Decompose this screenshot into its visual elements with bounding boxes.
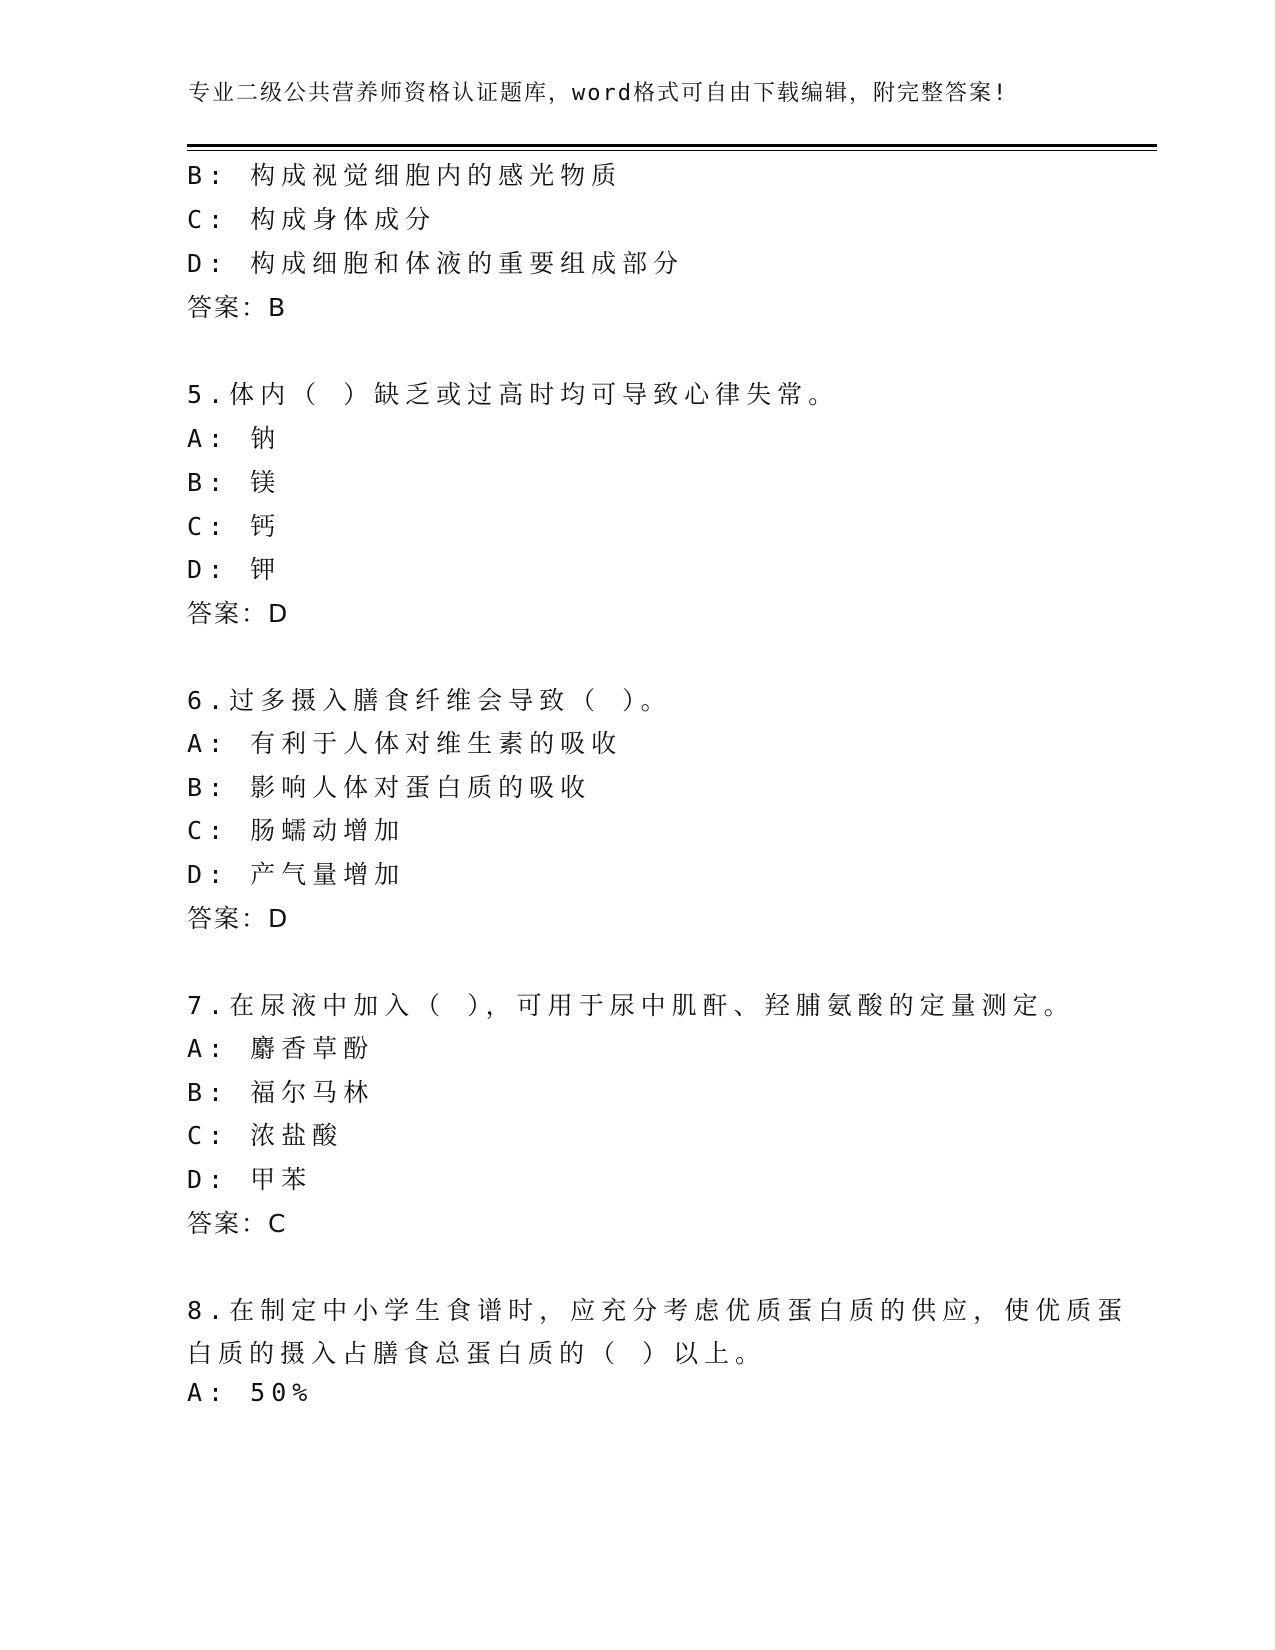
answer-4: 答案：B — [187, 293, 288, 322]
question-6: 6.过多摄入膳食纤维会导致（ ）。 — [187, 686, 672, 715]
header-rule-thick — [187, 144, 1157, 147]
option-5d: D: 钾 — [187, 555, 282, 584]
option-7b: B: 福尔马林 — [187, 1078, 375, 1107]
header-rule-thin — [187, 150, 1157, 151]
option-4c: C: 构成身体成分 — [187, 205, 437, 234]
question-5: 5.体内（ ）缺乏或过高时均可导致心律失常。 — [187, 380, 840, 409]
option-5c: C: 钙 — [187, 512, 282, 541]
answer-5: 答案：D — [187, 599, 290, 628]
option-6d: D: 产气量增加 — [187, 860, 406, 889]
page-header: 专业二级公共营养师资格认证题库，word格式可自由下载编辑，附完整答案! — [188, 81, 1009, 106]
option-7a: A: 麝香草酚 — [187, 1034, 375, 1063]
question-7: 7.在尿液中加入（ ），可用于尿中肌酐、羟脯氨酸的定量测定。 — [187, 991, 1075, 1020]
option-6b: B: 影响人体对蛋白质的吸收 — [187, 773, 592, 802]
question-8-line-1: 8.在制定中小学生食谱时，应充分考虑优质蛋白质的供应，使优质蛋 — [187, 1296, 1129, 1325]
answer-6: 答案：D — [187, 904, 290, 933]
option-6c: C: 肠蠕动增加 — [187, 816, 406, 845]
option-4d: D: 构成细胞和体液的重要组成部分 — [187, 249, 685, 278]
option-5a: A: 钠 — [187, 424, 282, 453]
option-7d: D: 甲苯 — [187, 1165, 313, 1194]
option-8a: A: 50% — [187, 1378, 314, 1407]
option-7c: C: 浓盐酸 — [187, 1121, 344, 1150]
answer-7: 答案：C — [187, 1209, 288, 1238]
option-4b: B: 构成视觉细胞内的感光物质 — [187, 161, 623, 190]
question-8-line-2: 白质的摄入占膳食总蛋白质的（ ）以上。 — [187, 1339, 767, 1368]
option-5b: B: 镁 — [187, 468, 282, 497]
option-6a: A: 有利于人体对维生素的吸收 — [187, 729, 623, 758]
